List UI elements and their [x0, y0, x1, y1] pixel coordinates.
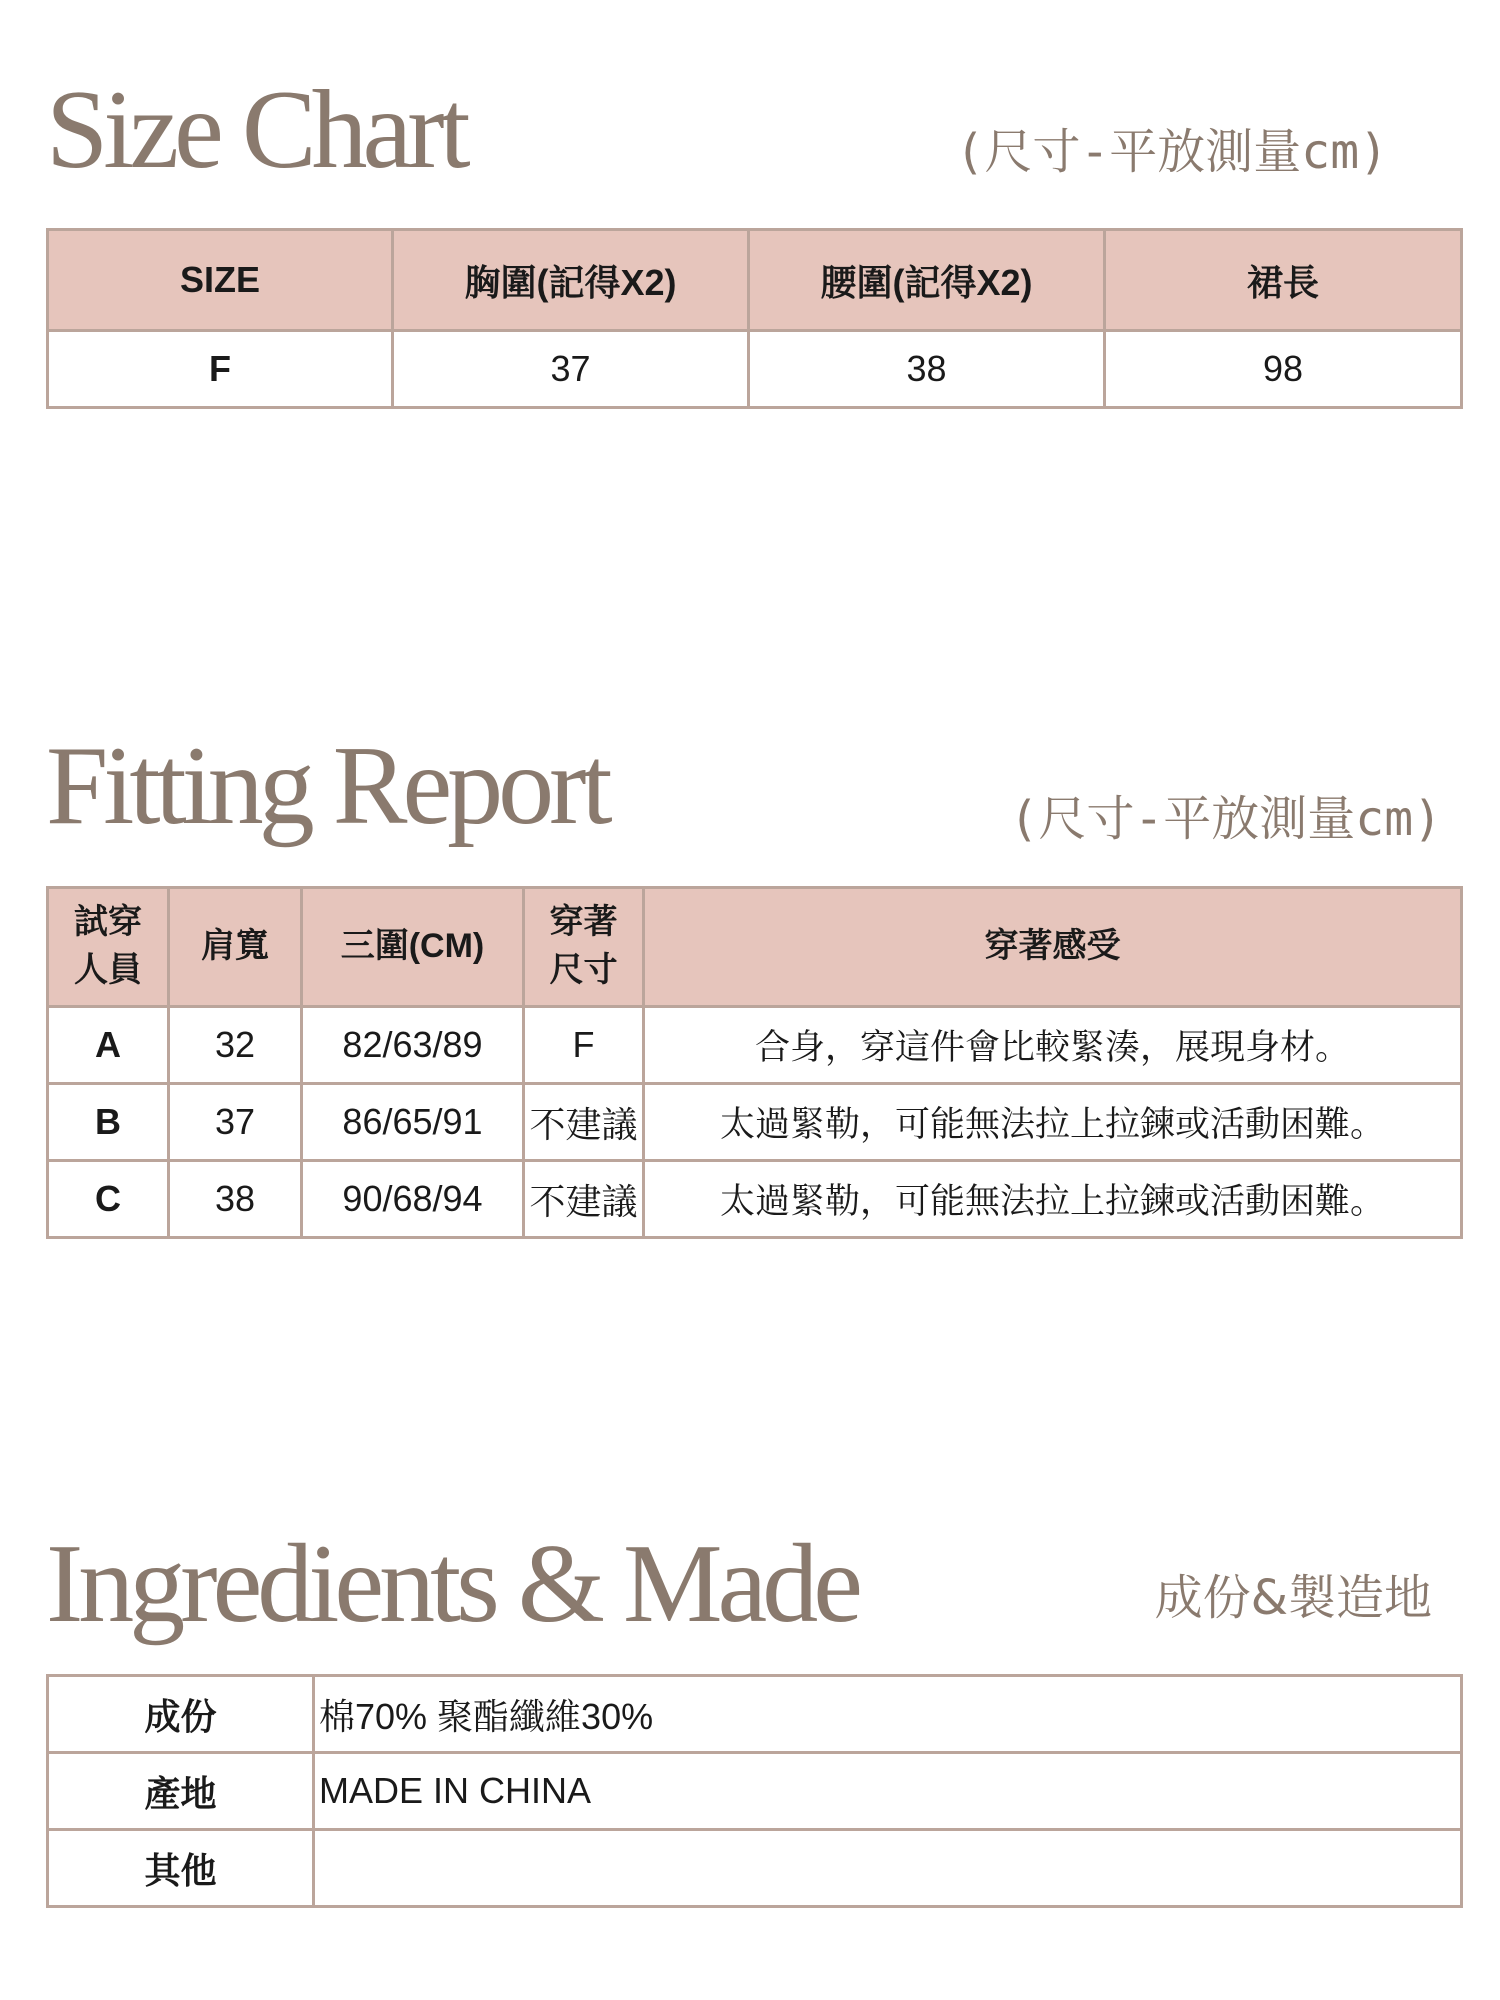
row-label: 成份 — [48, 1676, 314, 1753]
ingredients-table — [46, 1674, 1463, 1908]
column-header: 穿著感受 — [644, 888, 1462, 1007]
column-header-tester — [48, 888, 169, 1007]
column-header: 三圍(CM) — [302, 888, 524, 1007]
table-cell: 37 — [393, 331, 749, 408]
row-label: 其他 — [48, 1830, 314, 1907]
size-chart-table — [46, 228, 1463, 409]
column-header-wear-size — [524, 888, 644, 1007]
row-value: 棉70% 聚酯纖維30% — [314, 1676, 1462, 1753]
fitting-report-title: Fitting Report — [46, 724, 608, 848]
row-label: 產地 — [48, 1753, 314, 1830]
column-header: 肩寬 — [169, 888, 302, 1007]
table-cell: F — [524, 1007, 644, 1084]
column-header: 裙長 — [1105, 230, 1462, 331]
table-row — [48, 1007, 1462, 1084]
column-header: 胸圍(記得X2) — [393, 230, 749, 331]
table-cell: 32 — [169, 1007, 302, 1084]
table-row — [48, 1084, 1462, 1161]
table-cell: 37 — [169, 1084, 302, 1161]
table-cell: B — [48, 1084, 169, 1161]
header-line: 穿著 — [549, 903, 618, 942]
table-cell: 82/63/89 — [302, 1007, 524, 1084]
row-value: MADE IN CHINA — [314, 1753, 1462, 1830]
size-chart-note: (尺寸-平放測量cm) — [955, 124, 1388, 180]
fitting-report-table — [46, 886, 1463, 1239]
ingredients-title: Ingredients & Made — [46, 1522, 858, 1646]
table-row — [48, 331, 1462, 408]
ingredients-note: 成份&製造地 — [1154, 1570, 1432, 1626]
table-cell: 38 — [169, 1161, 302, 1238]
header-line: 試穿 — [74, 903, 142, 942]
table-row — [48, 1830, 1462, 1907]
table-cell: C — [48, 1161, 169, 1238]
table-header-row — [48, 230, 1462, 331]
table-cell: 不建議 — [524, 1161, 644, 1238]
header-line: 人員 — [74, 951, 142, 989]
fitting-report-note: (尺寸-平放測量cm) — [1009, 791, 1442, 847]
table-cell: 86/65/91 — [302, 1084, 524, 1161]
table-header-row — [48, 888, 1462, 1007]
table-cell: 90/68/94 — [302, 1161, 524, 1238]
table-cell: F — [48, 331, 393, 408]
header-line: 尺寸 — [549, 951, 618, 989]
table-row — [48, 1676, 1462, 1753]
table-cell: 太過緊勒，可能無法拉上拉鍊或活動困難。 — [644, 1161, 1462, 1238]
column-header: SIZE — [48, 230, 393, 331]
row-value — [314, 1830, 1462, 1907]
table-row — [48, 1753, 1462, 1830]
table-cell: 太過緊勒，可能無法拉上拉鍊或活動困難。 — [644, 1084, 1462, 1161]
column-header: 腰圍(記得X2) — [749, 230, 1105, 331]
table-cell: 38 — [749, 331, 1105, 408]
table-cell: 合身，穿這件會比較緊湊，展現身材。 — [644, 1007, 1462, 1084]
table-row — [48, 1161, 1462, 1238]
table-cell: 不建議 — [524, 1084, 644, 1161]
size-chart-title: Size Chart — [46, 68, 466, 192]
table-cell: A — [48, 1007, 169, 1084]
table-cell: 98 — [1105, 331, 1462, 408]
